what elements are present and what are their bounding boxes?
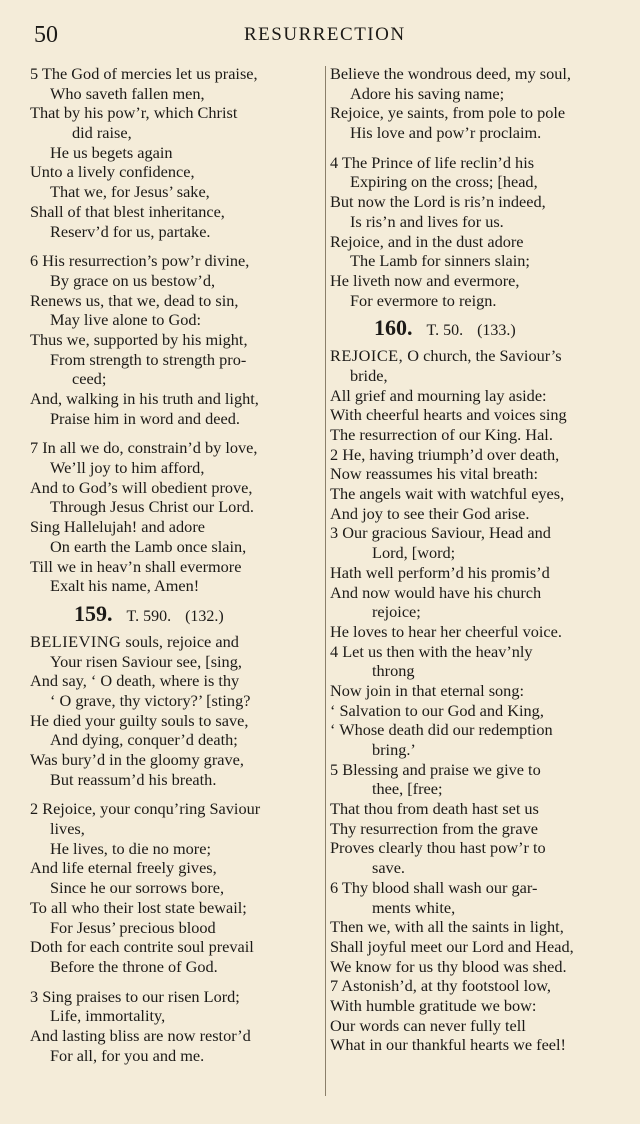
stanza: [30, 987, 322, 1066]
verse-line: bride,: [350, 365, 388, 385]
left-column: [30, 64, 322, 1065]
stanza: [330, 760, 622, 878]
verse-line: Unto a lively confidence,: [30, 162, 195, 182]
verse-line: 6 His resurrection’s pow’r divine,: [30, 251, 250, 271]
verse-line: 5 Blessing and praise we give to: [330, 759, 541, 779]
verse-line: ceed;: [72, 369, 107, 389]
verse-line: thee, [free;: [372, 779, 443, 799]
verse-line: Shall joyful meet our Lord and Head,: [330, 936, 574, 956]
verse-line: save.: [372, 858, 405, 878]
verse-line: And to God’s will obedient prove,: [30, 477, 253, 497]
verse-line: Thus we, supported by his might,: [30, 329, 248, 349]
verse-line: By grace on us bestow’d,: [50, 270, 216, 290]
verse-line: Lord, [word;: [372, 543, 456, 563]
stanza: [330, 878, 622, 976]
verse-line: That by his pow’r, which Christ: [30, 103, 238, 123]
verse-line: Life, immortality,: [50, 1006, 166, 1026]
verse-line: To all who their lost state bewail;: [30, 897, 247, 917]
verse-line: bring.’: [372, 740, 416, 759]
right-column: [330, 64, 622, 1055]
verse-line: Now join in that eternal song:: [330, 680, 524, 700]
hymn-heading: [330, 310, 622, 346]
verse-line: But now the Lord is ris’n indeed,: [330, 192, 546, 212]
hymn-heading: [30, 596, 322, 632]
verse-line: did raise,: [72, 123, 132, 143]
verse-line: 2 Rejoice, your conqu’ring Saviour: [30, 799, 261, 819]
verse-line: For all, for you and me.: [50, 1045, 205, 1065]
stanza: [30, 251, 322, 428]
verse-line: He lives, to die no more;: [50, 838, 211, 858]
verse-line: For Jesus’ precious blood: [50, 917, 216, 937]
tune-number: T. 590.: [126, 607, 172, 625]
verse-line: His love and pow’r proclaim.: [350, 123, 542, 143]
verse-line: The Lamb for sinners slain;: [350, 251, 530, 271]
verse-line: Proves clearly thou hast pow’r to: [330, 838, 546, 858]
verse-line: Was bury’d in the gloomy grave,: [30, 750, 244, 769]
verse-line: And, walking in his truth and light,: [30, 389, 259, 408]
verse-line: 4 The Prince of life reclin’d his: [330, 152, 535, 172]
verse-line: He died your guilty souls to save,: [30, 710, 249, 730]
verse-line: rejoice;: [372, 602, 421, 622]
verse-line: Before the throne of God.: [50, 956, 218, 976]
verse-line: [30, 632, 322, 652]
hymn-number: 160.: [374, 315, 413, 341]
verse-line: And say, ‘ O death, where is thy: [30, 671, 240, 691]
verse-line-rest: O church, the Saviour’s: [403, 346, 562, 366]
verse-line: Then we, with all the saints in light,: [330, 917, 564, 937]
stanza: [30, 64, 322, 241]
verse-line: Sing Hallelujah! and adore: [30, 517, 205, 537]
verse-line: All grief and mourning lay aside:: [330, 385, 547, 405]
verse-line: 3 Our gracious Saviour, Head and: [330, 523, 551, 543]
verse-line: Doth for each contrite soul prevail: [30, 937, 254, 957]
verse-line: And life eternal freely gives,: [30, 858, 217, 878]
first-word: REJOICE,: [330, 346, 404, 366]
verse-line: With humble gratitude we bow:: [330, 995, 537, 1015]
verse-line: 2 He, having triumph’d over death,: [330, 444, 560, 464]
verse-line: And now would have his church: [330, 582, 542, 602]
verse-line: The angels wait with watchful eyes,: [330, 484, 565, 504]
verse-line: He loves to hear her cheerful voice.: [330, 621, 562, 641]
verse-line: ‘ O grave, thy victory?’ [sting?: [50, 690, 251, 710]
verse-line: Praise him in word and deed.: [50, 408, 240, 428]
stanza: [330, 64, 622, 143]
verse-line: Rejoice, ye saints, from pole to pole: [330, 103, 566, 123]
verse-line: [330, 346, 622, 366]
hymn-number: 159.: [74, 600, 113, 626]
verse-line: Till we in heav’n shall evermore: [30, 556, 242, 576]
stanza: [30, 799, 322, 976]
tune-number: T. 50.: [426, 322, 464, 340]
verse-line: 6 Thy blood shall wash our gar-: [330, 877, 538, 897]
verse-line: ments white,: [372, 897, 456, 917]
verse-line: That we, for Jesus’ sake,: [50, 182, 210, 202]
verse-line: 7 Astonish’d, at thy footstool low,: [330, 976, 552, 996]
verse-line-rest: souls, rejoice and: [121, 631, 239, 651]
running-title: RESURRECTION: [244, 24, 406, 45]
verse-line: throng: [372, 661, 415, 681]
verse-line: We know for us thy blood was shed.: [330, 956, 567, 976]
verse-line: Reserv’d for us, partake.: [50, 221, 211, 241]
verse-line: Through Jesus Christ our Lord.: [50, 497, 254, 517]
verse-line: For evermore to reign.: [350, 290, 497, 310]
verse-line: Adore his saving name;: [350, 83, 505, 103]
verse-line: And dying, conquer’d death;: [50, 730, 238, 750]
verse-line: Your risen Saviour see, [sing,: [50, 651, 242, 671]
verse-line: Now reassumes his vital breath:: [330, 464, 538, 484]
verse-line: 7 In all we do, constrain’d by love,: [30, 438, 258, 458]
stanza: [30, 632, 322, 790]
stanza: [330, 346, 622, 444]
stanza: [330, 445, 622, 524]
verse-line: ‘ Salvation to our God and King,: [330, 700, 544, 720]
stanza: [330, 976, 622, 1055]
verse-line: On earth the Lamb once slain,: [50, 536, 247, 556]
verse-line: ‘ Whose death did our redemption: [330, 720, 553, 740]
verse-line: And joy to see their God arise.: [330, 503, 530, 523]
stanza: [30, 438, 322, 596]
verse-line: Expiring on the cross; [head,: [350, 172, 538, 192]
verse-line: From strength to strength pro-: [50, 349, 247, 369]
verse-line: Shall of that blest inheritance,: [30, 201, 225, 221]
verse-line: Our words can never fully tell: [330, 1015, 526, 1035]
verse-line: We’ll joy to him afford,: [50, 458, 205, 478]
verse-line: He us begets again: [50, 142, 173, 162]
verse-line: Who saveth fallen men,: [50, 83, 205, 103]
verse-line: lives,: [50, 819, 85, 839]
verse-line: Thy resurrection from the grave: [330, 818, 538, 838]
stanza: [330, 153, 622, 311]
verse-line: That thou from death hast set us: [330, 799, 539, 819]
verse-line: Hath well perform’d his promis’d: [330, 562, 550, 582]
hymn-reference: (133.): [477, 322, 516, 340]
verse-line: Rejoice, and in the dust adore: [330, 231, 524, 251]
verse-line: May live alone to God:: [50, 310, 202, 330]
verse-line: What in our thankful hearts we feel!: [330, 1035, 566, 1055]
hymn-reference: (132.): [185, 607, 224, 625]
verse-line: 3 Sing praises to our risen Lord;: [30, 986, 240, 1006]
first-word: BELIEVING: [30, 631, 122, 651]
verse-line: Renews us, that we, dead to sin,: [30, 290, 239, 310]
verse-line: And lasting bliss are now restor’d: [30, 1025, 251, 1045]
verse-line: The resurrection of our King. Hal.: [330, 425, 553, 444]
verse-line: With cheerful hearts and voices sing: [330, 405, 567, 425]
column-divider: [325, 66, 326, 1096]
verse-line: But reassum’d his breath.: [50, 769, 217, 789]
verse-line: Since he our sorrows bore,: [50, 878, 225, 898]
stanza: [330, 642, 622, 760]
verse-line: 4 Let us then with the heav’nly: [330, 641, 533, 661]
verse-line: Believe the wondrous deed, my soul,: [330, 64, 572, 83]
verse-line: Exalt his name, Amen!: [50, 576, 200, 596]
verse-line: 5 The God of mercies let us praise,: [30, 64, 258, 83]
verse-line: He liveth now and evermore,: [330, 270, 520, 290]
verse-line: Is ris’n and lives for us.: [350, 211, 504, 231]
page-number: 50: [34, 22, 58, 48]
stanza: [330, 523, 622, 641]
page-header: [0, 22, 640, 52]
